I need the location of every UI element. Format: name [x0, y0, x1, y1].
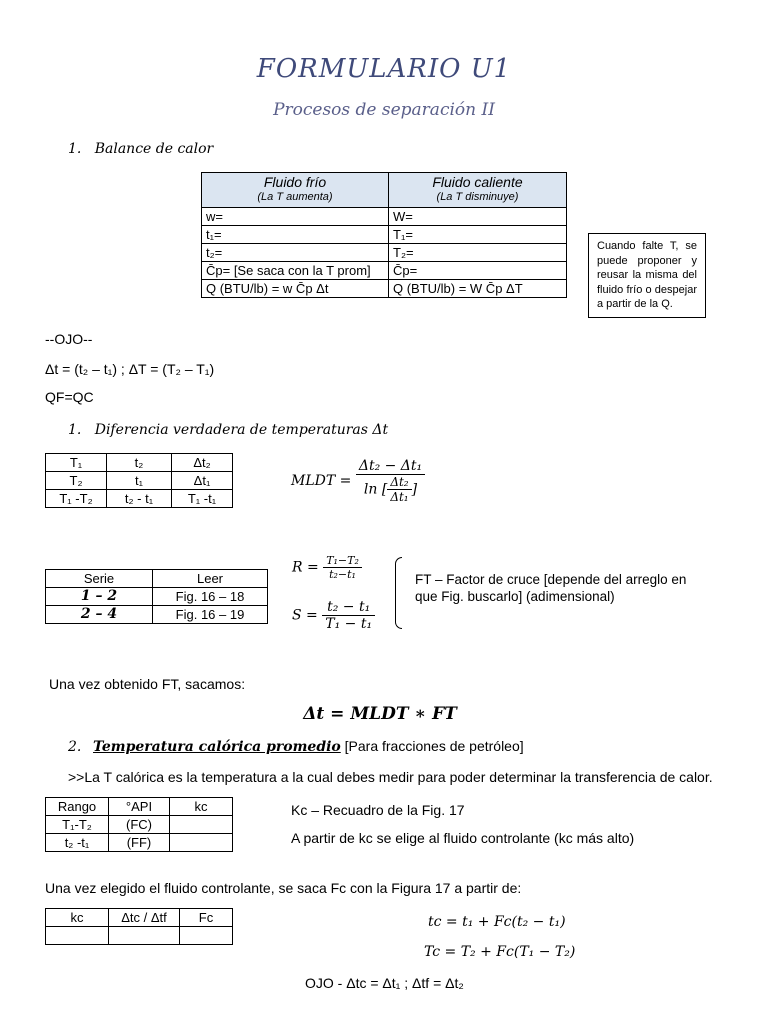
section-heading-caloric [68, 738, 524, 755]
heat-balance-table [201, 172, 567, 298]
serie-table [45, 569, 268, 624]
delta-t-formula: Δt = MLDT ∗ FT [303, 704, 457, 724]
table-row: 2 – 4 Fig. 16 – 19 [46, 606, 268, 624]
page-title: FORMULARIO U1 [256, 54, 512, 84]
Tc-formula: Tc = T₂ + Fc(T₁ − T₂) [424, 944, 576, 960]
kc-note-2: A partir de kc se elige al fluido controlante (kc más alto) [291, 830, 635, 846]
cold-fluid-header: Fluido frío (La T aumenta) [202, 173, 389, 208]
tc-formula: tc = t₁ + Fc(t₂ − t₁) [428, 914, 566, 930]
table-row: w= W= [202, 208, 567, 226]
kc-table [45, 908, 233, 945]
table-row: t₂ -t₁ (FF) [46, 834, 233, 852]
table-row: Q (BTU/lb) = w C̄p Δt Q (BTU/lb) = W C̄p ΔT [202, 280, 567, 298]
section-heading-mldt [68, 422, 388, 438]
caloric-description: >>La T calórica es la temperatura a la cual debes medir para poder determinar la transferencia de calor. [68, 769, 713, 785]
table-row: t₁= T₁= [202, 226, 567, 244]
mldt-table [45, 453, 233, 508]
hot-fluid-header: Fluido caliente (La T disminuye) [389, 173, 567, 208]
r-formula: R = $\frac{\text{T₁−T₂}}{\text{t₂−t₁}}$ [292, 554, 362, 581]
kc-note-1: Kc – Recuadro de la Fig. 17 [291, 802, 465, 818]
section-title: Temperatura calórica promedio [93, 739, 341, 755]
qf-equals-qc: QF=QC [45, 389, 94, 405]
table-row: T₁ -T₂ t₂ - t₁ T₁ -t₁ [46, 490, 233, 508]
section-heading-balance [68, 141, 213, 157]
section-title: Diferencia verdadera de temperaturas Δt [94, 422, 389, 438]
section-title: Balance de calor [94, 141, 214, 157]
ft-note: FT – Factor de cruce [depende del arreglo en que Fig. buscarlo] (adimensional) [415, 572, 687, 604]
section-number: 2. [68, 739, 82, 755]
rango-table [45, 797, 233, 852]
mldt-formula: MLDT = Δt₂ − Δt₁ ln [ $\frac{\text{Δt₂}}{\text{Δt₁}}$ ] [291, 458, 425, 504]
table-row: Rango °API kc [46, 798, 233, 816]
table-row: T₁-T₂ (FC) [46, 816, 233, 834]
table-row: Serie Leer [46, 570, 268, 588]
ojo-label: --OJO-- [45, 331, 93, 347]
table-row: T₂ t₁ Δt₁ [46, 472, 233, 490]
table-row [46, 927, 233, 945]
section-suffix: [Para fracciones de petróleo] [344, 738, 524, 754]
s-formula: S = $\frac{\text{t₂ − t₁}}{\text{T₁ − t₁}}$ [292, 599, 375, 632]
section-number: 1. [68, 422, 82, 438]
table-row: 1 – 2 Fig. 16 – 18 [46, 588, 268, 606]
page-subtitle: Procesos de separación II [273, 100, 495, 120]
delta-definition: Δt = (t₂ – t₁) ; ΔT = (T₂ – T₁) [45, 361, 215, 377]
table-row: T₁ t₂ Δt₂ [46, 454, 233, 472]
ojo-bottom: OJO - Δtc = Δt₁ ; Δtf = Δt₂ [305, 975, 464, 991]
table-row: kc Δtc / Δtf Fc [46, 909, 233, 927]
section-number: 1. [68, 141, 82, 157]
brace-divider [395, 557, 402, 629]
table-row: t₂= T₂= [202, 244, 567, 262]
note-box: Cuando falte T, se puede proponer y reusar la misma del fluido frío o despejar a partir de la Q. [588, 233, 706, 318]
fc-intro: Una vez elegido el fluido controlante, se saca Fc con la Figura 17 a partir de: [45, 880, 522, 896]
table-row: C̄p= [Se saca con la T prom] C̄p= [202, 262, 567, 280]
ft-obtained-text: Una vez obtenido FT, sacamos: [49, 676, 246, 692]
